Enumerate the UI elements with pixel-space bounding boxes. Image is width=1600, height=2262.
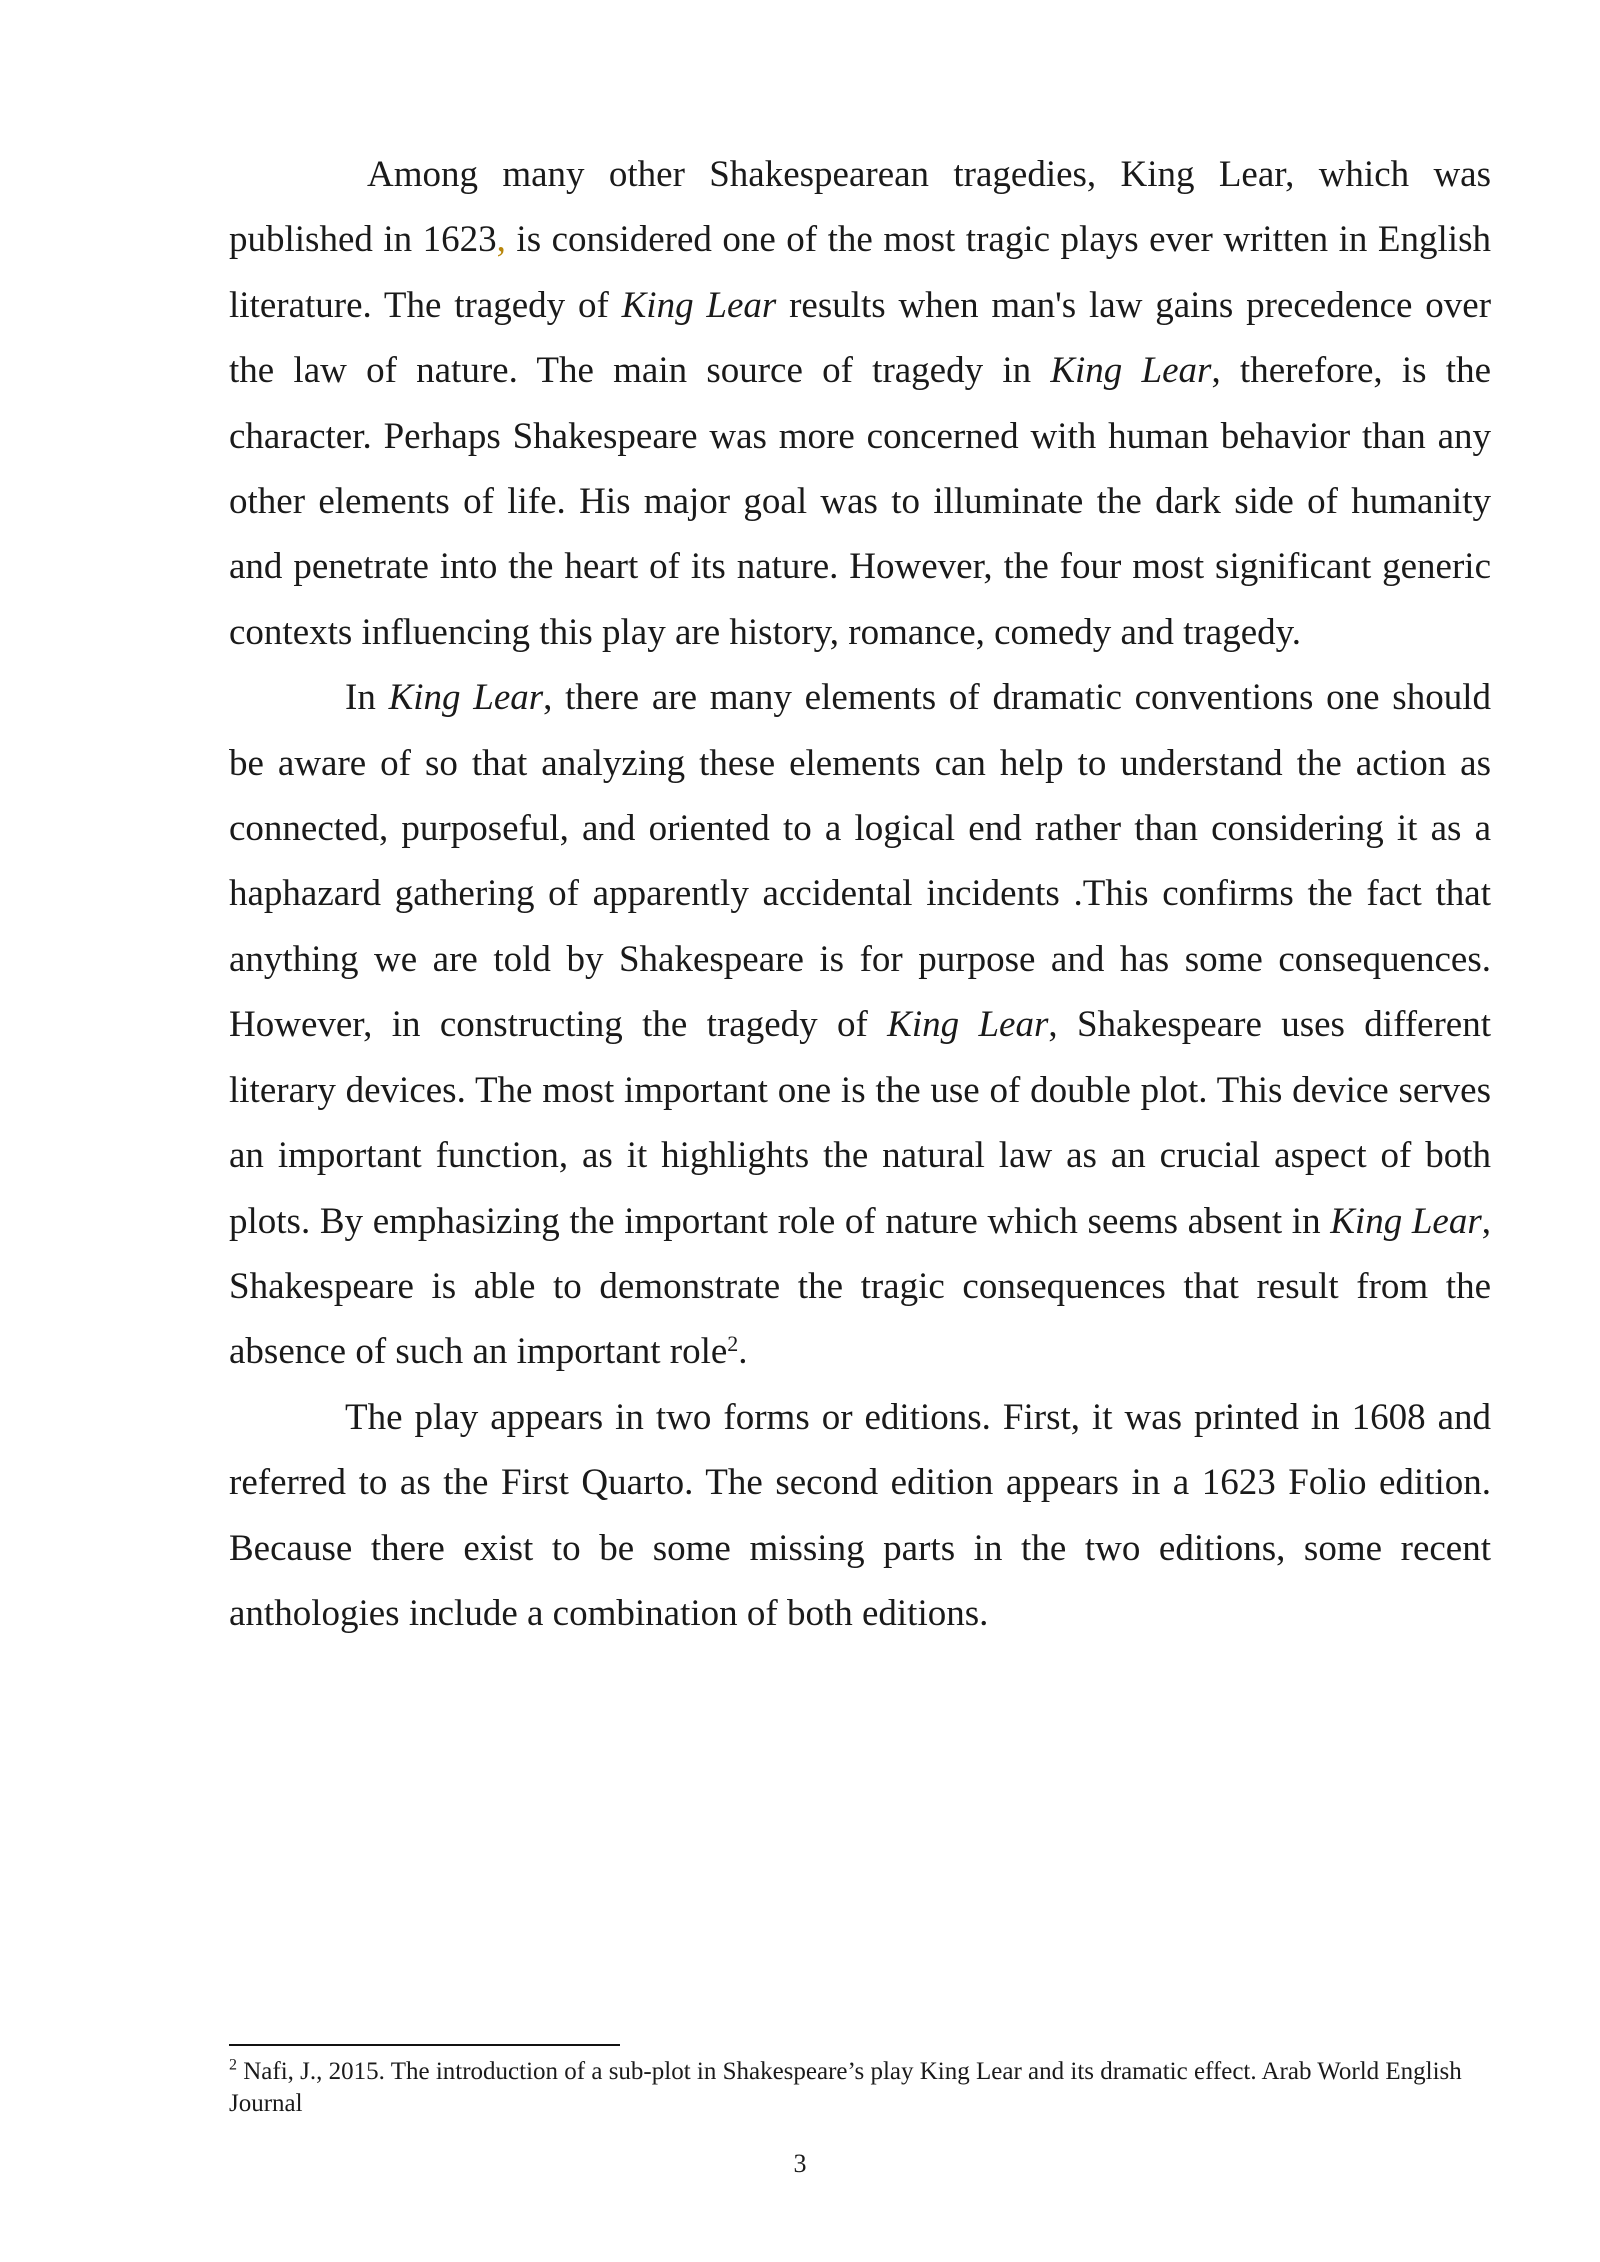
- footnote-text: Nafi, J., 2015. The introduction of a sub-plot in Shakespeare’s play King Lear and its dramatic effect. Arab World English Journal: [229, 2058, 1462, 2117]
- text-segment: , Shakespeare uses different literary devices. The most important one is the use of double plot. This device serves an important function, as it highlights the natural law as an crucial aspect of both plots. By emphasizing the important role of nature which seems absent in: [229, 1004, 1491, 1242]
- text-segment-accent: ,: [496, 219, 506, 261]
- text-segment: , therefore, is the character. Perhaps Shakespeare was more concerned with human behavior than any other elements of life. His major goal was to illuminate the dark side of humanity and penetrate into the heart of its nature. However, the four most significant generic contexts influencing this play are history, romance, comedy and tragedy.: [229, 350, 1492, 653]
- title-italic: King Lear: [621, 284, 777, 326]
- text-segment: , Shakespeare is able to demonstrate the tragic consequences that result from the absence of such an important role: [229, 1200, 1491, 1373]
- title-italic: King Lear: [388, 677, 544, 719]
- paragraph-1: [229, 142, 1491, 665]
- title-italic: King Lear: [1330, 1200, 1482, 1242]
- text-segment: .: [738, 1331, 748, 1373]
- text-segment: , there are many elements of dramatic conventions one should be aware of so that analyzing these elements can help to understand the action as connected, purposeful, and oriented to a logical end rather than considering it as a haphazard gathering of apparently accidental incidents .This confirms the fact that anything we are told by Shakespeare is for purpose and has some consequences. However, in constructing the tragedy of: [229, 677, 1491, 1046]
- text-segment: The play appears in two forms or editions. First, it was printed in 1608 and referred to as the First Quarto. The second edition appears in a 1623 Folio edition. Because there exist to be some missing parts in the two editions, some recent anthologies include a combination of both editions.: [229, 1396, 1491, 1634]
- body-text: [229, 142, 1491, 1646]
- footnote-separator: [229, 2044, 620, 2046]
- page-number: 3: [793, 2149, 807, 2178]
- title-italic: King Lear: [1050, 350, 1212, 392]
- paragraph-2: [229, 665, 1491, 1384]
- text-segment: Among many other Shakespearean tragedies, King Lear, which was published in 1623: [229, 154, 1491, 261]
- footnote-reference[interactable]: 2: [727, 1331, 739, 1357]
- title-italic: King Lear: [887, 1004, 1049, 1046]
- paragraph-3: [229, 1385, 1491, 1647]
- text-segment: is considered one of the most tragic plays ever written in English literature. The tragedy of: [229, 219, 1491, 326]
- footnote: [229, 2056, 1491, 2120]
- footnote-marker: 2: [229, 2056, 237, 2074]
- text-segment: results when man's law gains precedence over the law of nature. The main source of tragedy in: [229, 284, 1492, 392]
- text-segment: In: [345, 677, 389, 719]
